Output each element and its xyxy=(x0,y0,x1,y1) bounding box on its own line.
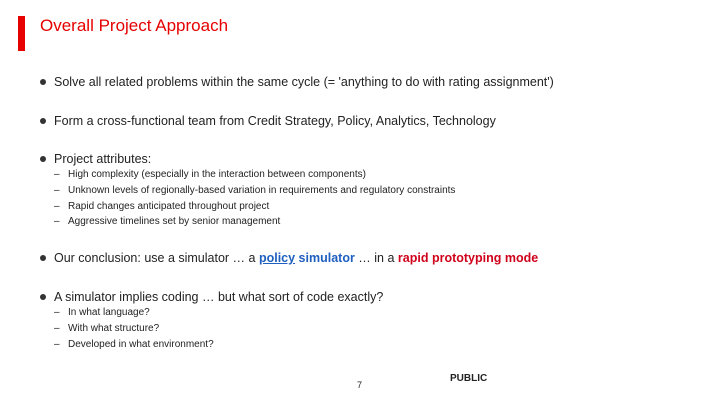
bullet-1 xyxy=(40,74,554,90)
title-accent-bar xyxy=(18,16,25,51)
classification-label: PUBLIC xyxy=(450,373,488,384)
policy-link[interactable]: policy xyxy=(258,251,296,265)
dash-icon: – xyxy=(54,201,60,212)
bullet-2 xyxy=(40,113,496,129)
bullet-2-text: Form a cross-functional team from Credit Strategy, Policy, Analytics, Technology xyxy=(54,114,496,128)
sub-bullet: – Rapid changes anticipated throughout project xyxy=(54,199,269,215)
sub-bullet: – Aggressive timelines set by senior management xyxy=(54,214,280,230)
dash-icon: – xyxy=(54,339,60,350)
dash-icon: – xyxy=(54,323,60,334)
bullet-3-text: Project attributes: xyxy=(54,152,152,166)
bullet-1-text: Solve all related problems within the same cycle (= 'anything to do with rating assignment') xyxy=(54,75,554,89)
dash-icon: – xyxy=(54,169,60,180)
bullet-dot-icon xyxy=(40,294,46,300)
bullet-dot-icon xyxy=(40,118,46,124)
bullet-5-text: A simulator implies coding … but what sort of code exactly? xyxy=(54,290,384,304)
bullet-dot-icon xyxy=(40,79,46,85)
sub-bullet: – Developed in what environment? xyxy=(54,337,214,353)
sub-bullet: – In what language? xyxy=(54,305,150,321)
dash-icon: – xyxy=(54,307,60,318)
bullet-dot-icon xyxy=(40,156,46,162)
rapid-prototyping-emphasis: rapid prototyping mode xyxy=(397,251,539,265)
bullet-4: Our conclusion: use a simulator … a policy simulator … in a rapid prototyping mode xyxy=(40,250,538,266)
bullet-3 xyxy=(40,151,151,167)
sub-bullet: – Unknown levels of regionally-based variation in requirements and regulatory constraints xyxy=(54,183,455,199)
bullet-dot-icon xyxy=(40,255,46,261)
dash-icon: – xyxy=(54,216,60,227)
sub-bullet: – With what structure? xyxy=(54,321,159,337)
dash-icon: – xyxy=(54,185,60,196)
simulator-emphasis: simulator xyxy=(295,251,355,265)
sub-bullet: – High complexity (especially in the interaction between components) xyxy=(54,167,366,183)
page-number: 7 xyxy=(357,380,363,390)
page-title: Overall Project Approach xyxy=(40,16,229,35)
bullet-5 xyxy=(40,289,383,305)
